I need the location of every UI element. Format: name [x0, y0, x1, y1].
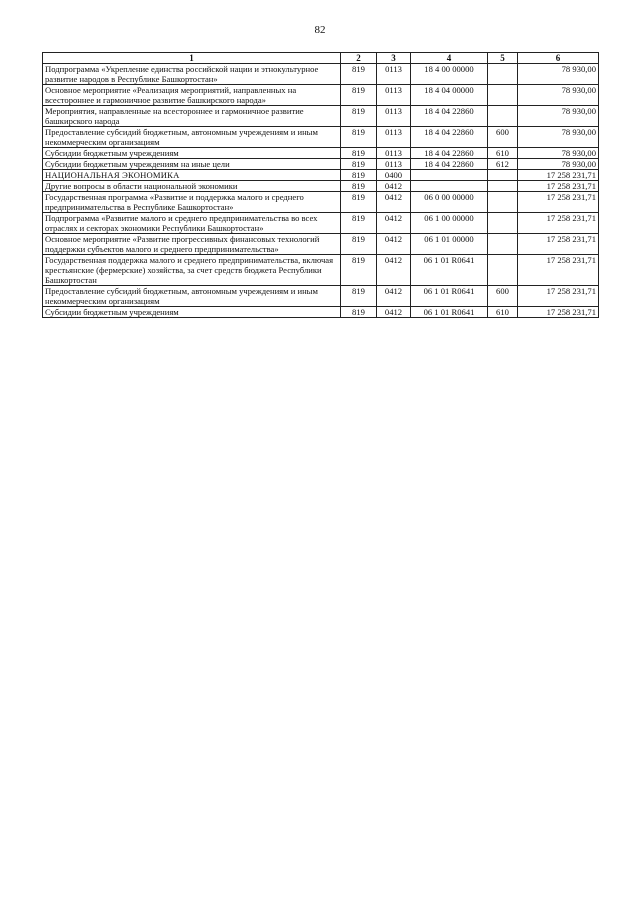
row-amount: 17 258 231,71 — [518, 192, 599, 213]
row-ministry-code: 819 — [341, 106, 377, 127]
row-name: Субсидии бюджетным учреждениям — [43, 307, 341, 318]
row-amount: 78 930,00 — [518, 106, 599, 127]
row-ministry-code: 819 — [341, 64, 377, 85]
table-row — [43, 181, 599, 192]
table-row — [43, 64, 599, 85]
row-ministry-code: 819 — [341, 127, 377, 148]
row-name: Государственная поддержка малого и среднего предпринимательства, включая крестьянские (фермерские) хозяйства, за счет средств бюджета Республики Башкортостан — [43, 255, 341, 286]
row-name: Основное мероприятие «Развитие прогрессивных финансовых технологий поддержки субъектов малого и среднего предпринимательства» — [43, 234, 341, 255]
row-expense-type — [488, 234, 518, 255]
column-header-3: 3 — [377, 53, 411, 64]
row-section-code: 0113 — [377, 148, 411, 159]
row-section-code: 0400 — [377, 170, 411, 181]
column-header-6: 6 — [518, 53, 599, 64]
row-expense-type — [488, 106, 518, 127]
row-expense-type: 612 — [488, 159, 518, 170]
row-amount: 17 258 231,71 — [518, 286, 599, 307]
row-amount: 17 258 231,71 — [518, 307, 599, 318]
table-row — [43, 127, 599, 148]
column-header-5: 5 — [488, 53, 518, 64]
row-name: Государственная программа «Развитие и поддержка малого и среднего предпринимательства в Республике Башкортостан» — [43, 192, 341, 213]
row-ministry-code: 819 — [341, 85, 377, 106]
row-ministry-code: 819 — [341, 159, 377, 170]
row-target-code: 06 1 01 R0641 — [411, 255, 488, 286]
row-name: Подпрограмма «Развитие малого и среднего предпринимательства во всех отраслях и секторах экономики Республики Башкортостан» — [43, 213, 341, 234]
row-target-code: 18 4 00 00000 — [411, 64, 488, 85]
row-target-code: 18 4 04 22860 — [411, 148, 488, 159]
column-header-1: 1 — [43, 53, 341, 64]
row-amount: 17 258 231,71 — [518, 255, 599, 286]
row-name: Другие вопросы в области национальной экономики — [43, 181, 341, 192]
row-name: Мероприятия, направленные на всестороннее и гармоничное развитие башкирского народа — [43, 106, 341, 127]
row-target-code — [411, 181, 488, 192]
row-section-code: 0412 — [377, 181, 411, 192]
table-row — [43, 234, 599, 255]
row-amount: 17 258 231,71 — [518, 181, 599, 192]
row-name: Субсидии бюджетным учреждениям на иные цели — [43, 159, 341, 170]
row-target-code: 06 1 01 00000 — [411, 234, 488, 255]
row-amount: 78 930,00 — [518, 64, 599, 85]
row-ministry-code: 819 — [341, 148, 377, 159]
row-expense-type — [488, 192, 518, 213]
row-target-code: 18 4 04 22860 — [411, 106, 488, 127]
row-target-code: 18 4 04 00000 — [411, 85, 488, 106]
row-section-code: 0412 — [377, 286, 411, 307]
row-ministry-code: 819 — [341, 307, 377, 318]
row-ministry-code: 819 — [341, 234, 377, 255]
table-row — [43, 286, 599, 307]
table-row — [43, 170, 599, 181]
row-amount: 17 258 231,71 — [518, 170, 599, 181]
row-expense-type — [488, 213, 518, 234]
row-name: Предоставление субсидий бюджетным, автономным учреждениям и иным некоммерческим организациям — [43, 127, 341, 148]
row-section-code: 0113 — [377, 159, 411, 170]
row-section-code: 0113 — [377, 85, 411, 106]
table-row — [43, 192, 599, 213]
table-row — [43, 255, 599, 286]
row-amount: 78 930,00 — [518, 127, 599, 148]
row-target-code: 06 1 01 R0641 — [411, 307, 488, 318]
row-section-code: 0412 — [377, 307, 411, 318]
row-expense-type: 610 — [488, 307, 518, 318]
row-expense-type — [488, 170, 518, 181]
row-expense-type — [488, 255, 518, 286]
row-target-code: 06 1 01 R0641 — [411, 286, 488, 307]
row-amount: 17 258 231,71 — [518, 213, 599, 234]
row-section-code: 0412 — [377, 234, 411, 255]
row-section-code: 0113 — [377, 64, 411, 85]
row-expense-type: 600 — [488, 286, 518, 307]
row-ministry-code: 819 — [341, 286, 377, 307]
row-expense-type — [488, 64, 518, 85]
row-expense-type — [488, 181, 518, 192]
budget-table — [42, 52, 599, 318]
row-section-code: 0113 — [377, 127, 411, 148]
page-number: 82 — [314, 24, 326, 36]
row-ministry-code: 819 — [341, 255, 377, 286]
row-expense-type: 610 — [488, 148, 518, 159]
row-section-code: 0113 — [377, 106, 411, 127]
row-amount: 78 930,00 — [518, 159, 599, 170]
row-amount: 78 930,00 — [518, 85, 599, 106]
row-expense-type: 600 — [488, 127, 518, 148]
row-ministry-code: 819 — [341, 170, 377, 181]
table-row — [43, 307, 599, 318]
row-section-code: 0412 — [377, 192, 411, 213]
table-row — [43, 148, 599, 159]
row-name: Предоставление субсидий бюджетным, автономным учреждениям и иным некоммерческим организациям — [43, 286, 341, 307]
table-row — [43, 213, 599, 234]
table-row — [43, 85, 599, 106]
row-expense-type — [488, 85, 518, 106]
row-amount: 17 258 231,71 — [518, 234, 599, 255]
row-target-code: 06 0 00 00000 — [411, 192, 488, 213]
row-name: Основное мероприятие «Реализация мероприятий, направленных на всестороннее и гармоничное развитие башкирского народа» — [43, 85, 341, 106]
column-header-4: 4 — [411, 53, 488, 64]
row-ministry-code: 819 — [341, 181, 377, 192]
row-ministry-code: 819 — [341, 192, 377, 213]
row-target-code — [411, 170, 488, 181]
row-target-code: 18 4 04 22860 — [411, 127, 488, 148]
row-section-code: 0412 — [377, 213, 411, 234]
row-name: Субсидии бюджетным учреждениям — [43, 148, 341, 159]
row-target-code: 06 1 00 00000 — [411, 213, 488, 234]
column-header-2: 2 — [341, 53, 377, 64]
row-name: НАЦИОНАЛЬНАЯ ЭКОНОМИКА — [43, 170, 341, 181]
row-target-code: 18 4 04 22860 — [411, 159, 488, 170]
table-row — [43, 159, 599, 170]
row-amount: 78 930,00 — [518, 148, 599, 159]
row-name: Подпрограмма «Укрепление единства российской нации и этнокультурное развитие народов в Республике Башкортостан» — [43, 64, 341, 85]
row-ministry-code: 819 — [341, 213, 377, 234]
table-header-row — [43, 53, 599, 64]
table-row — [43, 106, 599, 127]
row-section-code: 0412 — [377, 255, 411, 286]
